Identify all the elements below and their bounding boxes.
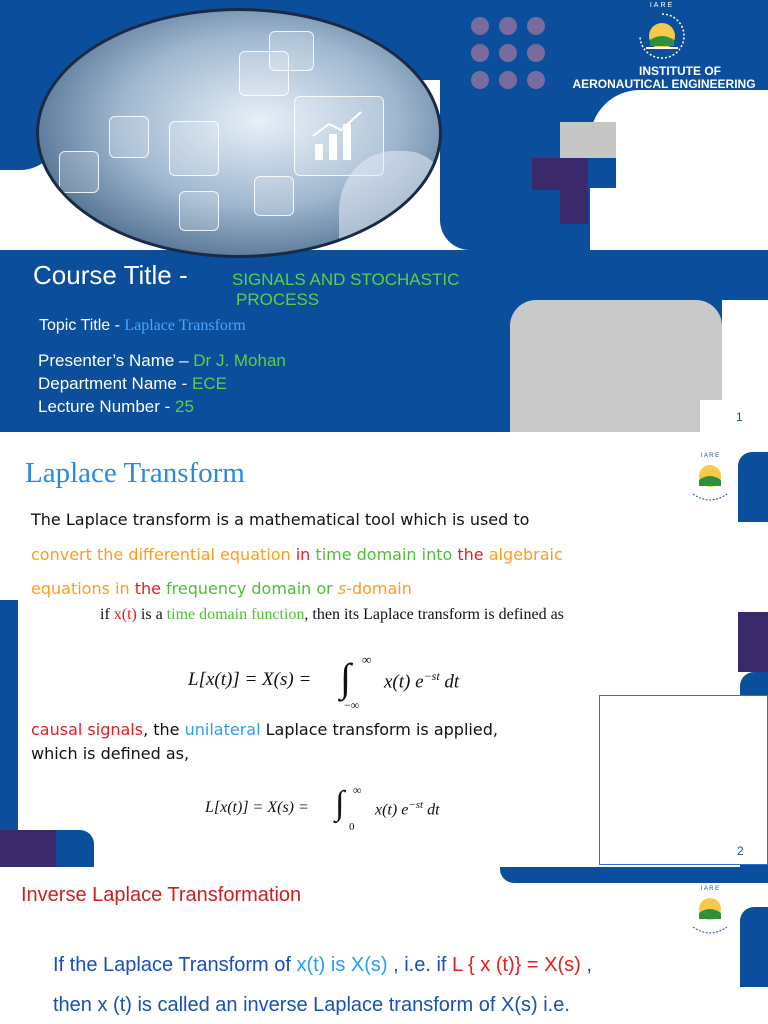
bilateral-equation: [188, 654, 488, 714]
course-value-line2: PROCESS: [236, 290, 320, 309]
line4-part-d: time domain function: [166, 606, 305, 623]
line3-part-a: equations in: [31, 579, 135, 598]
dot-7: [471, 71, 489, 89]
definition-line4: [100, 606, 564, 624]
line4-part-c: is a: [136, 606, 167, 623]
presenter-value: Dr J. Mohan: [193, 351, 286, 370]
inv1-part-d: L { x (t)} = X(s): [452, 954, 581, 976]
dot-6: [527, 44, 545, 62]
left-purple-block: [0, 830, 56, 867]
blue-square-1: [588, 158, 616, 188]
eq2-integral-sign: ∫: [335, 785, 345, 822]
causal-part-c: unilateral: [184, 720, 261, 739]
institute-logo: [632, 6, 692, 64]
department-label: Department Name -: [38, 374, 192, 393]
line2-part-b: in: [295, 545, 311, 564]
eq1-lower-limit: −∞: [344, 698, 360, 712]
dot-9: [527, 71, 545, 89]
institute-logo-small-3: [683, 883, 737, 941]
eq2-integrand: [375, 799, 440, 819]
purple-square-1: [532, 158, 588, 190]
inv1-part-e: ,: [580, 954, 592, 976]
line2-part-a: convert the differential equation: [31, 545, 296, 564]
line4-part-b: x(t): [113, 606, 137, 623]
inv1-part-b: x(t) is X(s): [296, 954, 388, 976]
white-notch-right: [590, 90, 768, 250]
eq1-integral-sign: ∫: [340, 655, 351, 700]
dot-4: [471, 44, 489, 62]
line2-part-e: algebraic: [483, 545, 563, 564]
slide2-page-number: 2: [737, 844, 744, 858]
department-value: ECE: [192, 374, 227, 393]
candle-tile: [169, 121, 219, 176]
course-title-value: [232, 270, 459, 310]
causal-part-a: causal signals: [31, 720, 144, 739]
svg-text:I A R E: I A R E: [700, 886, 720, 892]
dot-8: [499, 71, 517, 89]
inverse-line2: then x (t) is called an inverse Laplace transform of X(s) i.e.: [53, 994, 570, 1016]
eq2-dt: dt: [423, 801, 440, 819]
inverse-line1: [53, 954, 592, 977]
grey-rounded-block: [510, 300, 722, 432]
eq1-integrand: [384, 669, 459, 693]
search-tile: [59, 151, 99, 193]
course-title-label: [33, 260, 188, 291]
causal-line1: [31, 720, 498, 739]
page-number-box: [700, 400, 768, 432]
bar-chart-icon: [309, 106, 369, 166]
unilateral-equation: [205, 783, 485, 843]
lecture-label: Lecture Number -: [38, 397, 175, 416]
topic-label: Topic Title -: [39, 317, 125, 334]
laplace-slide: [0, 432, 768, 867]
line4-part-e: , then its Laplace transform is defined as: [304, 606, 564, 623]
inverse-laplace-slide: [0, 867, 768, 1024]
eq1-upper-limit: ∞: [362, 652, 372, 667]
line2-part-c: time domain into: [310, 545, 458, 564]
eq1-dt: dt: [439, 671, 460, 693]
right-top-blue-block: [738, 452, 768, 522]
presenter-line: [38, 351, 286, 371]
eq1-integrand-text: x(t) e: [384, 671, 424, 693]
topic-value: Laplace Transform: [124, 317, 246, 334]
right-blue-block: [740, 907, 768, 987]
dot-1: [471, 17, 489, 35]
causal-line2: which is defined as,: [31, 744, 190, 763]
slide1-page-number: 1: [736, 410, 743, 424]
lecture-value: 25: [175, 397, 194, 416]
slide3-title: Inverse Laplace Transformation: [21, 884, 302, 906]
presenter-label: Presenter’s Name –: [38, 351, 194, 370]
line3-part-c: frequency domain or: [160, 579, 338, 598]
eq1-lhs: L[x(t)] = X(s) =: [188, 669, 312, 690]
eq2-exponent: −st: [408, 799, 424, 811]
growth-tile: [254, 176, 294, 216]
line3-part-b: the: [134, 579, 161, 598]
outlined-box: [599, 695, 768, 865]
inv1-part-c: , i.e. if: [387, 954, 453, 976]
purple-square-2: [560, 188, 588, 224]
course-label-text: Course Title -: [33, 260, 188, 290]
topic-line: [39, 317, 246, 335]
department-line: [38, 374, 227, 394]
institute-logo-small: [683, 450, 737, 508]
slide2-title: Laplace Transform: [25, 457, 245, 489]
inv1-part-a: If the Laplace Transform of: [53, 954, 297, 976]
causal-part-d: Laplace transform is applied,: [260, 720, 498, 739]
left-bottom-blue: [56, 830, 94, 867]
definition-line2: [31, 545, 563, 564]
analytics-photo: [36, 8, 442, 258]
line3-part-e: -domain: [346, 579, 412, 598]
line2-part-d: the: [457, 545, 484, 564]
institute-name-line1: INSTITUTE OF: [639, 64, 721, 78]
definition-line1: The Laplace transform is a mathematical tool which is used to: [31, 510, 530, 529]
left-blue-strip: [0, 600, 18, 830]
top-blue-band: [500, 867, 768, 883]
institute-name-line2: AERONAUTICAL ENGINEERING: [572, 77, 756, 91]
lecture-line: [38, 397, 194, 417]
svg-text:I A R E: I A R E: [700, 453, 720, 459]
scatter-tile: [179, 191, 219, 231]
right-purple-block: [738, 612, 768, 672]
eq2-upper-limit: ∞: [353, 783, 362, 797]
eq2-lhs: L[x(t)] = X(s) =: [205, 799, 309, 816]
dot-2: [499, 17, 517, 35]
dot-5: [499, 44, 517, 62]
line3-part-d: s: [337, 579, 347, 598]
eq2-integrand-text: x(t) e: [375, 801, 409, 819]
logo-acronym: IARE: [649, 2, 675, 9]
gauge-tile: [269, 31, 314, 71]
bars-tile: [109, 116, 149, 158]
eq2-lower-limit: 0: [349, 821, 355, 833]
dot-3: [527, 17, 545, 35]
causal-part-b: , the: [143, 720, 185, 739]
title-slide: [0, 0, 768, 432]
course-value-line1: SIGNALS AND STOCHASTIC: [232, 270, 460, 289]
eq1-exponent: −st: [423, 669, 440, 683]
definition-line3: [31, 579, 412, 598]
line4-part-a: if: [100, 606, 114, 623]
